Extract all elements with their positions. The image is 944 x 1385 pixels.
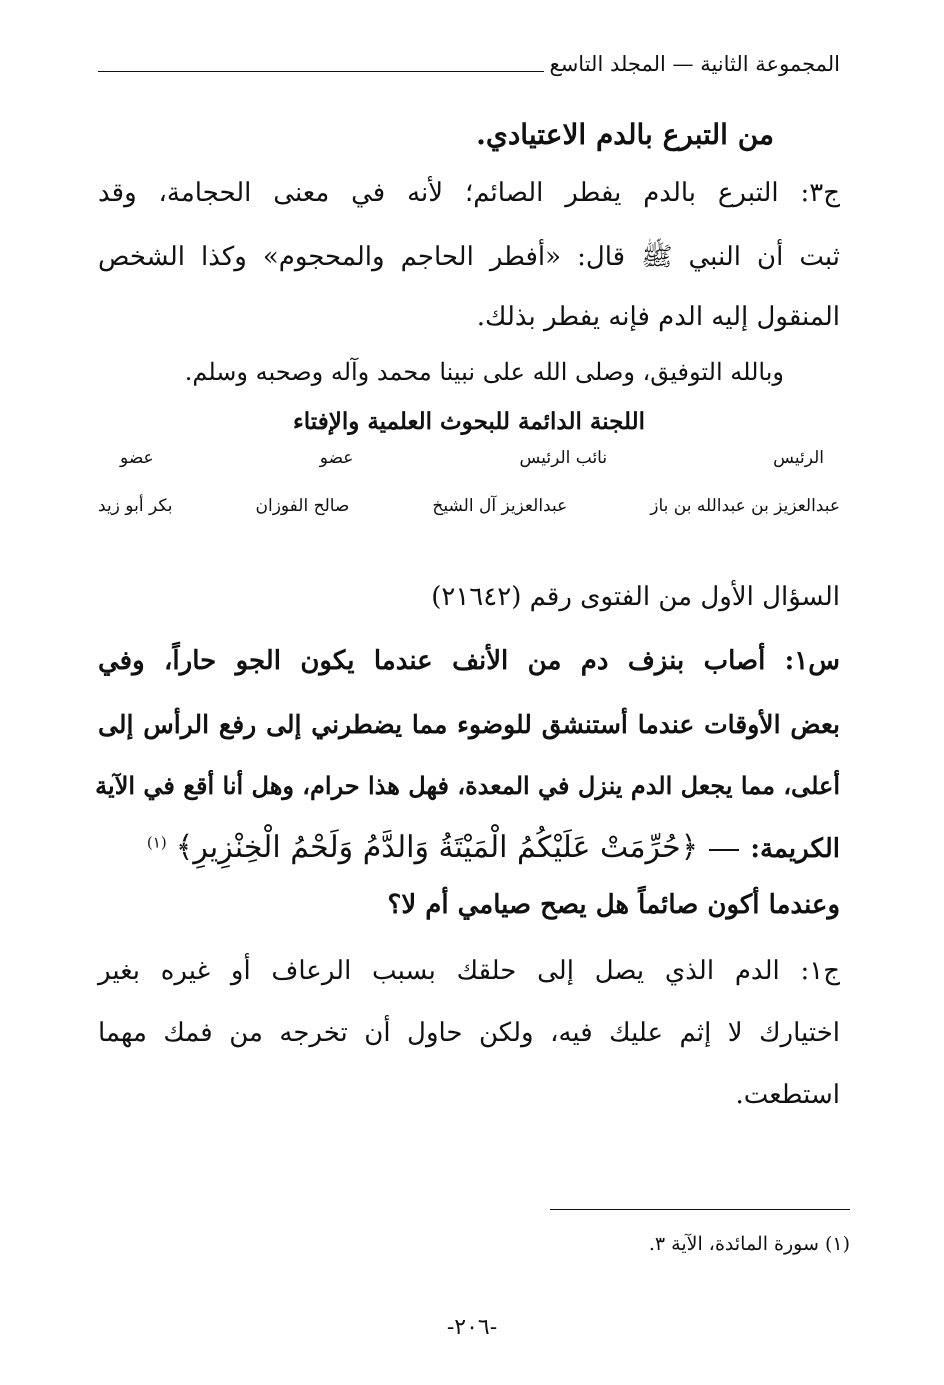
member-name-2: عبدالعزيز آل الشيخ bbox=[432, 496, 568, 516]
footnote-separator bbox=[550, 1209, 850, 1210]
question-line-4-prefix: الكريمة: bbox=[750, 834, 840, 864]
running-title: المجموعة الثانية — المجلد التاسع bbox=[549, 52, 840, 76]
committee-name: اللجنة الدائمة للبحوث العلمية والإفتاء bbox=[292, 408, 646, 435]
question-line-3: أعلى، مما يجعل الدم ينزل في المعدة، فهل هذا حرام، وهل أنا أقع في الآية bbox=[95, 771, 840, 800]
text-line-1: من التبرع بالدم الاعتيادي. bbox=[476, 118, 774, 151]
role-member-1: عضو bbox=[319, 448, 354, 468]
answer-line-1: ج١: الدم الذي يصل إلى حلقك بسبب الرعاف أو غيره بغير bbox=[98, 956, 840, 986]
question-line-2: بعض الأوقات عندما أستنشق للوضوء مما يضطرني إلى رفع الرأس إلى bbox=[98, 710, 840, 739]
answer-line-3: استطعت. bbox=[735, 1080, 840, 1110]
role-vice-president: نائب الرئيس bbox=[519, 448, 608, 468]
page-number: -٢٠٦- bbox=[446, 1315, 498, 1340]
closing-line: وبالله التوفيق، وصلى الله على نبينا محمد وآله وصحبه وسلم. bbox=[184, 358, 784, 386]
text-line-3: ثبت أن النبي ﷺ قال: «أفطر الحاجم والمحجوم» وكذا الشخص bbox=[98, 242, 840, 272]
footnote: (١) سورة المائدة، الآية ٣. bbox=[648, 1233, 850, 1255]
footnote-marker: (١) bbox=[146, 833, 167, 852]
member-name-4: بكر أبو زيد bbox=[98, 496, 173, 516]
running-header bbox=[98, 52, 840, 76]
kashida-stretch bbox=[709, 849, 739, 851]
role-member-2: عضو bbox=[120, 448, 154, 468]
question-line-4 bbox=[98, 830, 840, 866]
question-line-1: س١: أصاب بنزف دم من الأنف عندما يكون الجو حاراً، وفي bbox=[98, 646, 840, 676]
member-name-1: عبدالعزيز بن عبدالله بن باز bbox=[650, 496, 840, 516]
member-name-3: صالح الفوزان bbox=[255, 496, 350, 516]
fatwa-heading: السؤال الأول من الفتوى رقم (٢١٦٤٢) bbox=[431, 582, 840, 612]
header-rule bbox=[98, 71, 544, 72]
answer-line-2: اختيارك لا إثم عليك فيه، ولكن حاول أن تخرجه من فمك مهما bbox=[98, 1018, 840, 1048]
committee-roles bbox=[120, 448, 824, 468]
committee-members bbox=[98, 496, 840, 516]
quran-verse: ﴿حُرِّمَتْ عَلَيْكُمُ الْمَيْتَةُ وَالدَّمُ وَلَحْمُ الْخِنْزِيرِ﴾ bbox=[175, 830, 699, 865]
role-president: الرئيس bbox=[773, 448, 824, 468]
text-line-2: ج٣: التبرع بالدم يفطر الصائم؛ لأنه في معنى الحجامة، وقد bbox=[98, 178, 840, 208]
text-line-4: المنقول إليه الدم فإنه يفطر بذلك. bbox=[476, 302, 840, 332]
question-line-5: وعندما أكون صائماً هل يصح صيامي أم لا؟ bbox=[387, 890, 840, 920]
